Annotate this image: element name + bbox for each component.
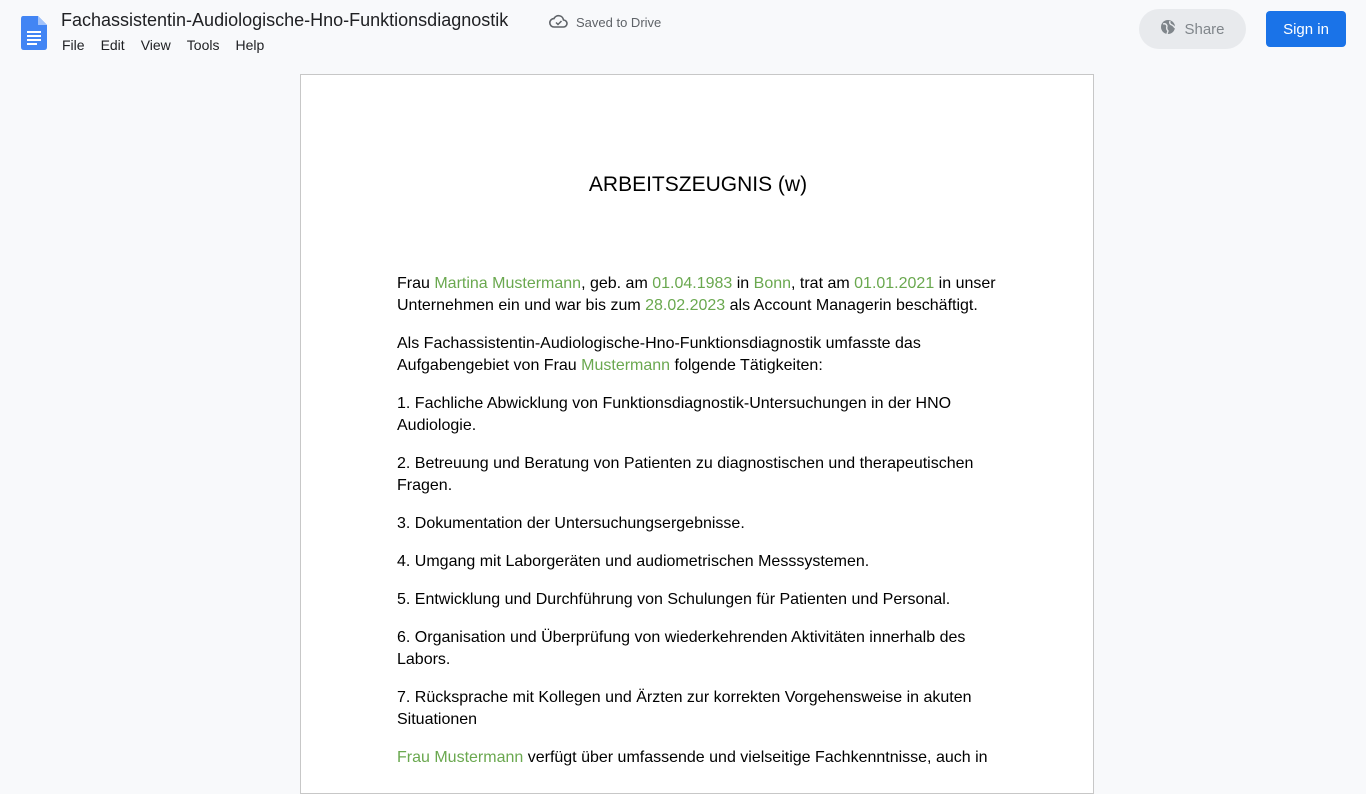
birth-city: Bonn bbox=[753, 275, 792, 292]
docs-logo-icon[interactable] bbox=[21, 16, 47, 50]
employee-lastname: Mustermann bbox=[581, 357, 671, 374]
task-item: 3. Dokumentation der Untersuchungsergebnisse. bbox=[397, 515, 745, 532]
share-button[interactable] bbox=[1139, 9, 1246, 49]
document-title[interactable]: Fachassistentin-Audiologische-Hno-Funktionsdiagnostik bbox=[61, 10, 509, 30]
tasks-intro-paragraph: Als Fachassistentin-Audiologische-Hno-Funktionsdiagnostik umfasste das Aufgabengebiet von Frau Mustermann folgende Tätigkeiten: bbox=[397, 335, 921, 374]
menu-file[interactable]: File bbox=[62, 37, 85, 53]
save-status-label: Saved to Drive bbox=[576, 15, 662, 30]
globe-icon bbox=[1160, 19, 1176, 39]
task-item: 2. Betreuung und Beratung von Patienten zu diagnostischen und therapeutischen Fragen. bbox=[397, 455, 974, 494]
share-label: Share bbox=[1184, 20, 1225, 38]
menu-view[interactable]: View bbox=[140, 37, 171, 53]
document-heading: ARBEITSZEUGNIS (w) bbox=[588, 173, 808, 196]
sign-in-button[interactable]: Sign in bbox=[1266, 11, 1346, 47]
task-item: 6. Organisation und Überprüfung von wiederkehrenden Aktivitäten innerhalb des Labors. bbox=[397, 629, 966, 668]
document-body bbox=[397, 273, 997, 785]
task-item: 4. Umgang mit Laborgeräten und audiometrischen Messsystemen. bbox=[397, 553, 870, 570]
task-item: 5. Entwicklung und Durchführung von Schulungen für Patienten und Personal. bbox=[397, 591, 951, 608]
menu-edit[interactable]: Edit bbox=[100, 37, 125, 53]
save-status[interactable] bbox=[549, 14, 661, 31]
menu-help[interactable]: Help bbox=[235, 37, 265, 53]
employee-name: Martina Mustermann bbox=[434, 275, 582, 292]
menu-tools[interactable]: Tools bbox=[186, 37, 220, 53]
cloud-done-icon bbox=[549, 14, 568, 31]
app-header bbox=[0, 0, 1366, 64]
task-item: 7. Rücksprache mit Kollegen und Ärzten zur korrekten Vorgehensweise in akuten Situationen bbox=[397, 689, 972, 728]
employee-name-ref: Frau Mustermann bbox=[397, 749, 524, 766]
skills-paragraph: Frau Mustermann verfügt über umfassende und vielseitige Fachkenntnisse, auch in bbox=[397, 749, 988, 766]
birth-date: 01.04.1983 bbox=[652, 275, 733, 292]
intro-paragraph: Frau Martina Mustermann, geb. am 01.04.1983 in Bonn, trat am 01.01.2021 in unser Unternehmen ein und war bis zum 28.02.2023 als Account Managerin beschäftigt. bbox=[397, 275, 996, 314]
document-page[interactable] bbox=[300, 74, 1094, 794]
end-date: 28.02.2023 bbox=[645, 297, 726, 314]
menu-bar bbox=[62, 37, 280, 53]
start-date: 01.01.2021 bbox=[854, 275, 935, 292]
task-item: 1. Fachliche Abwicklung von Funktionsdiagnostik-Untersuchungen in der HNO Audiologie. bbox=[397, 395, 952, 434]
